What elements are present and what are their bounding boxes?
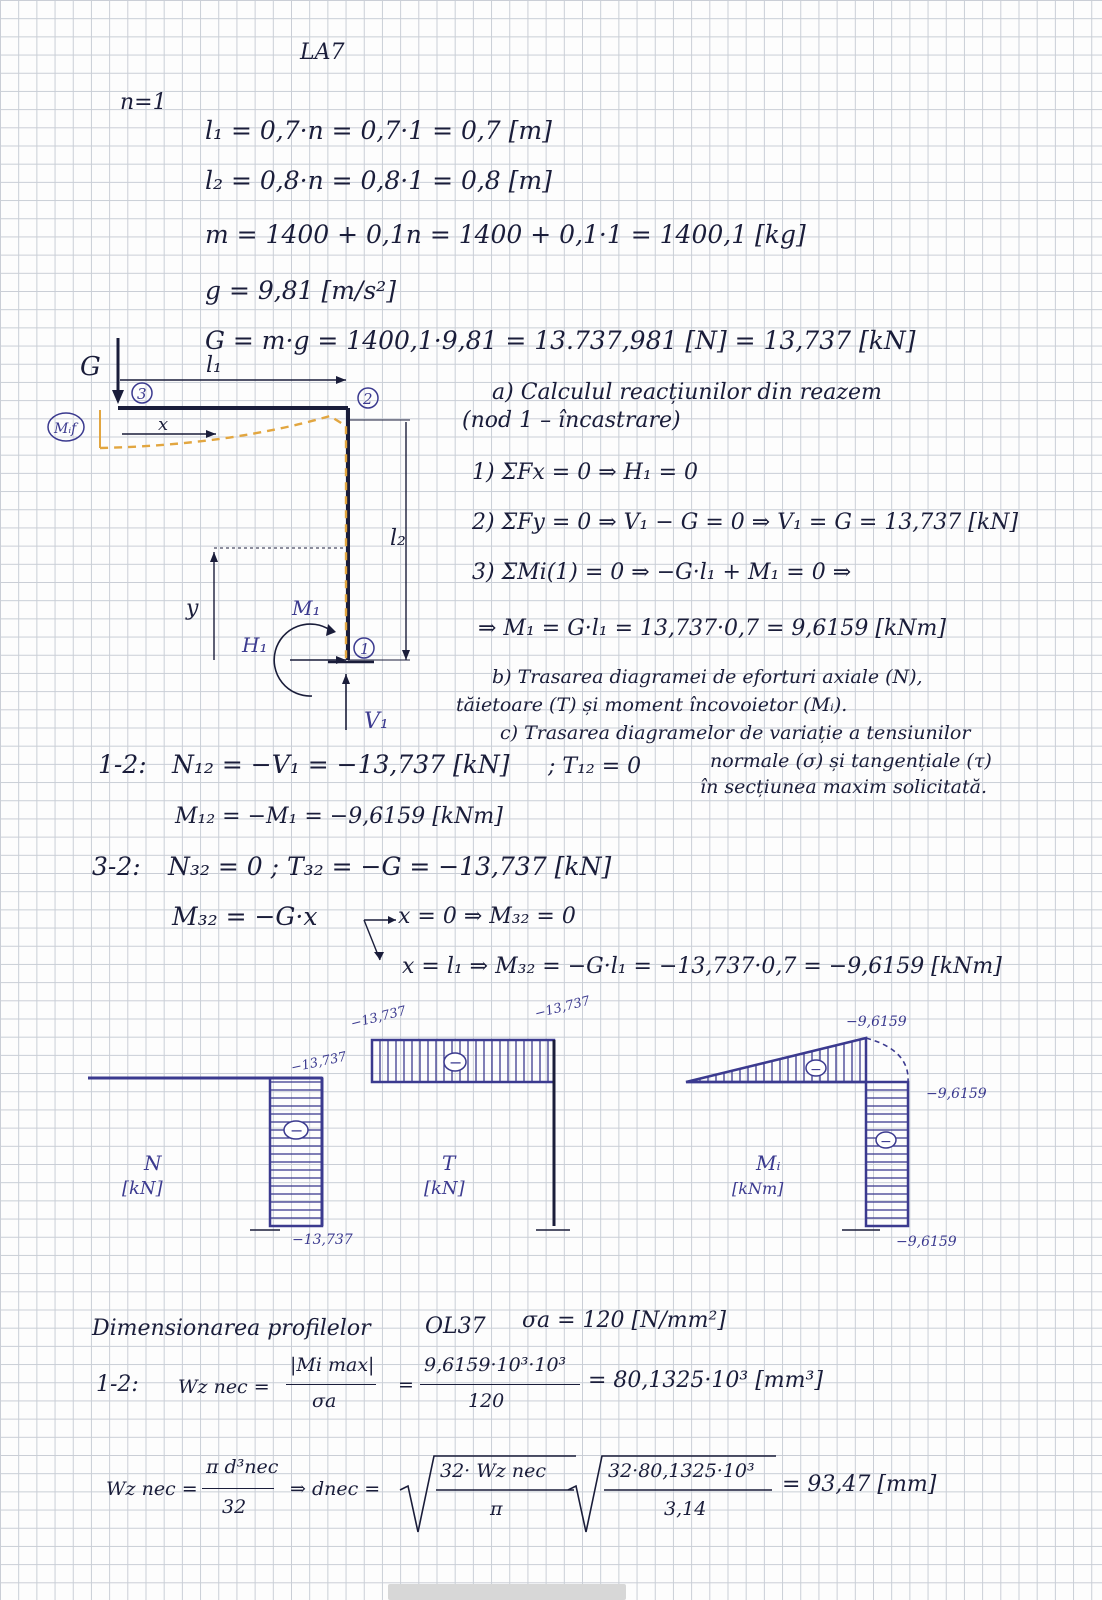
- t-unit: [kN]: [424, 1178, 465, 1199]
- load-g-arrowhead: [112, 390, 124, 404]
- t-sign: −: [449, 1053, 463, 1072]
- w2-root2: 32·80,1325·10³: [608, 1460, 755, 1482]
- scanner-edge-strip: [388, 1584, 626, 1600]
- dim-l2-label: l₂: [390, 526, 406, 551]
- n-name: N: [144, 1151, 162, 1175]
- m1-label: M₁: [292, 596, 321, 620]
- seg12-t: ; T₁₂ = 0: [548, 754, 642, 779]
- dim-x-label: x: [158, 414, 169, 435]
- n-sign: −: [290, 1121, 304, 1140]
- diagram-t: [349, 994, 592, 1230]
- w2-root1-den: π: [490, 1498, 503, 1520]
- seg32-m: M₃₂ = −G·x: [172, 902, 318, 931]
- branch-arrows: [362, 912, 402, 972]
- dim-y-label: y: [186, 596, 199, 621]
- section-c-line3: în secțiunea maxim solicitată.: [700, 776, 988, 798]
- given-l1: l₁ = 0,7·n = 0,7·1 = 0,7 [m]: [205, 116, 552, 145]
- m-name: Mᵢ: [756, 1151, 781, 1175]
- w2-lhs: Wz nec =: [106, 1478, 198, 1500]
- sizing-material: OL37: [425, 1314, 486, 1339]
- node-2-label: 2: [363, 390, 373, 408]
- n-value: n=1: [120, 90, 167, 115]
- given-l2: l₂ = 0,8·n = 0,8·1 = 0,8 [m]: [205, 166, 552, 195]
- wz-num2: 9,6159·10³·10³: [424, 1354, 567, 1376]
- eq-sum-m: 3) ΣMi(1) = 0 ⇒ −G·l₁ + M₁ = 0 ⇒: [472, 560, 852, 585]
- page-title: LA7: [300, 40, 345, 65]
- eq-m1: ⇒ M₁ = G·l₁ = 13,737·0,7 = 9,6159 [kNm]: [478, 616, 946, 641]
- w2-num: π d³nec: [206, 1456, 279, 1478]
- v1-label: V₁: [364, 709, 389, 734]
- w2-root1: 32· Wz nec: [440, 1460, 546, 1482]
- section-b-line2: tăietoare (T) și moment încovoietor (Mᵢ).: [456, 694, 848, 716]
- wz-num: |Mi max|: [290, 1354, 375, 1376]
- wz-den2: 120: [468, 1390, 505, 1412]
- w2-result: = 93,47 [mm]: [782, 1472, 937, 1497]
- diagram-m: [686, 1014, 987, 1250]
- seg12-n: N₁₂ = −V₁ = −13,737 [kN]: [172, 750, 510, 779]
- sizing-seg: 1-2:: [96, 1372, 139, 1397]
- section-b-line1: b) Trasarea diagramei de eforturi axiale (N),: [492, 666, 923, 688]
- sizing-sigma: σa = 120 [N/mm²]: [522, 1308, 726, 1333]
- sizing-title: Dimensionarea profilelor: [92, 1316, 371, 1341]
- node-1-label: 1: [360, 640, 370, 658]
- eq-sum-fx: 1) ΣFx = 0 ⇒ H₁ = 0: [472, 460, 699, 485]
- seg32-nt: N₃₂ = 0 ; T₃₂ = −G = −13,737 [kN]: [168, 852, 612, 881]
- given-mass: m = 1400 + 0,1n = 1400 + 0,1·1 = 1400,1 [kg]: [205, 220, 806, 249]
- w2-arrow: ⇒ dnec =: [290, 1478, 381, 1500]
- w2-den: 32: [222, 1496, 247, 1518]
- seg32-label: 3-2:: [92, 852, 141, 881]
- m-sign-beam: −: [810, 1062, 822, 1078]
- mif-label: Mᵢf: [54, 421, 77, 437]
- internal-force-diagrams: [80, 990, 987, 1250]
- m-beam-end-value: −9,6159: [846, 1014, 907, 1030]
- section-a-title: a) Calculul reacțiunilor din reazem: [492, 380, 882, 405]
- section-c-line1: c) Trasarea diagramelor de variație a tensiunilor: [500, 722, 971, 744]
- seg12-m: M₁₂ = −M₁ = −9,6159 [kNm]: [175, 804, 503, 829]
- m-corner-value: −9,6159: [926, 1086, 987, 1102]
- m-bottom-value: −9,6159: [896, 1234, 957, 1250]
- eq-sum-fy: 2) ΣFy = 0 ⇒ V₁ − G = 0 ⇒ V₁ = G = 13,737 [kN]: [472, 510, 1019, 535]
- section-a-subtitle: (nod 1 – încastrare): [462, 408, 681, 433]
- dim-l1-label: l₁: [206, 353, 222, 378]
- section-c-line2: normale (σ) și tangențiale (τ): [710, 750, 992, 772]
- w2-fraction-bar: [202, 1488, 274, 1489]
- wz-fraction-bar: [286, 1384, 376, 1385]
- given-g: g = 9,81 [m/s²]: [205, 276, 396, 305]
- given-weight: G = m·g = 1400,1·9,81 = 13.737,981 [N] = 13,737 [kN]: [205, 326, 916, 355]
- node-3-label: 3: [137, 385, 147, 403]
- diagram-n: [88, 1049, 353, 1248]
- w2-root2-den: 3,14: [664, 1498, 707, 1520]
- n-bottom-value: −13,737: [292, 1232, 353, 1248]
- m-unit: [kNm]: [732, 1179, 784, 1198]
- n-unit: [kN]: [122, 1178, 163, 1199]
- h1-label: H₁: [242, 633, 268, 657]
- wz-lhs: Wz nec =: [178, 1376, 270, 1398]
- seg12-label: 1-2:: [98, 750, 147, 779]
- t-left-value: −13,737: [349, 1003, 408, 1032]
- wz-den: σa: [312, 1390, 337, 1412]
- seg32-case2: x = l₁ ⇒ M₃₂ = −G·l₁ = −13,737·0,7 = −9,6159 [kNm]: [402, 954, 1002, 979]
- m-sign-column: −: [880, 1134, 892, 1150]
- wz-fraction-bar-2: [420, 1384, 580, 1385]
- n-top-value: −13,737: [289, 1049, 348, 1076]
- load-g-label: G: [80, 352, 101, 382]
- frame-figure: [30, 330, 460, 750]
- wz-result: = 80,1325·10³ [mm³]: [588, 1368, 823, 1393]
- t-right-value: −13,737: [533, 993, 592, 1022]
- wz-eq: =: [398, 1374, 414, 1396]
- seg32-case1: x = 0 ⇒ M₃₂ = 0: [398, 904, 576, 929]
- t-name: T: [442, 1151, 456, 1175]
